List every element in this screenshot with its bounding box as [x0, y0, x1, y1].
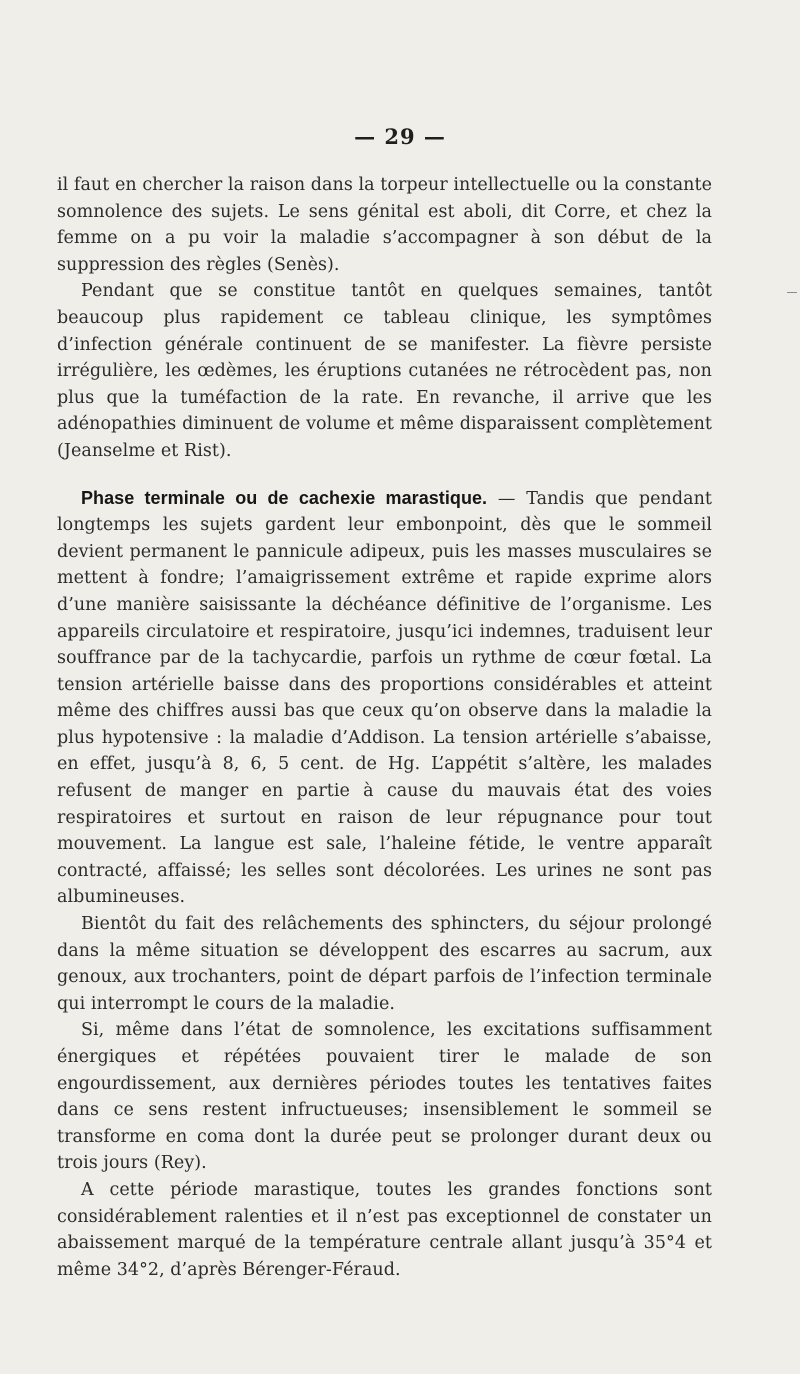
paragraph-continuation: il faut en chercher la raison dans la torpeur intellectuelle ou la constante somnolence des sujets. Le sens génital est aboli, dit Corre, et chez la femme on a pu voir la maladie s’accompagner à son début de la suppression des règles (Senès).	[57, 175, 712, 275]
body-text	[57, 172, 712, 1283]
paragraph-escarres: Bientôt du fait des relâchements des sphincters, du séjour prolongé dans la même situation se développent des escarres au sacrum, aux genoux, aux trochanters, point de départ parfois de l’infection terminale qui interrompt le cours de la maladie.	[57, 914, 712, 1014]
paragraph-terminal-phase	[57, 485, 712, 912]
paragraph-clinical-picture: Pendant que se constitue tantôt en quelques semaines, tantôt beaucoup plus rapidement ce tableau clinique, les symptômes d’infection générale continuent de se manifester. La fièvre persiste irrégulière, les œdèmes, les éruptions cutanées ne rétrocèdent pas, non plus que la tuméfaction de la rate. En revanche, il arrive que les adénopathies diminuent de volume et même disparaissent complètement (Jeanselme et Rist).	[57, 281, 712, 461]
paragraph-coma: Si, même dans l’état de somnolence, les excitations suffisamment énergiques et répétées pouvaient tirer le malade de son engourdissement, aux dernières périodes toutes les tentatives faites dans ce sens restent infructueuses; insensiblement le sommeil se transforme en coma dont la durée peut se prolonger durant deux ou trois jours (Rey).	[57, 1020, 712, 1174]
page-number: — 29 —	[354, 124, 446, 149]
section-heading: Phase terminale ou de cachexie marastique.	[81, 487, 488, 508]
paragraph-temperature: A cette période marastique, toutes les grandes fonctions sont considérablement ralenties et il n’est pas exceptionnel de constater un abaissement marqué de la température centrale allant jusqu’à 35°4 et même 34°2, d’après Bérenger-Féraud.	[57, 1179, 712, 1280]
section-text: — Tandis que pendant longtemps les sujets gardent leur embonpoint, dès que le sommeil devient permanent le pannicule adipeux, puis les masses musculaires se mettent à fondre; l’amaigrissement extrême et rapide exprime alors d’une manière saisissante la déchéance définitive de l’organisme. Les appareils circulatoire et respiratoire, jusqu’ici indemnes, traduisent leur souffrance par de la tachycardie, parfois un rythme de cœur fœtal. La tension artérielle baisse dans des proportions considérables et atteint même des chiffres aussi bas que ceux qu’on observe dans la maladie la plus hypotensive : la maladie d’Addison. La tension artérielle s’abaisse, en effet, jusqu’à 8, 6, 5 cent. de Hg. L’appétit s’altère, les malades refusent de manger en partie à cause du mauvais état des voies respiratoires et surtout en raison de leur répugnance pour tout mouvement. La langue est sale, l’haleine fétide, le ventre apparaît contracté, affaissé; les selles sont décolorées. Les urines ne sont pas albumineuses.	[57, 488, 712, 908]
margin-mark	[787, 292, 797, 293]
